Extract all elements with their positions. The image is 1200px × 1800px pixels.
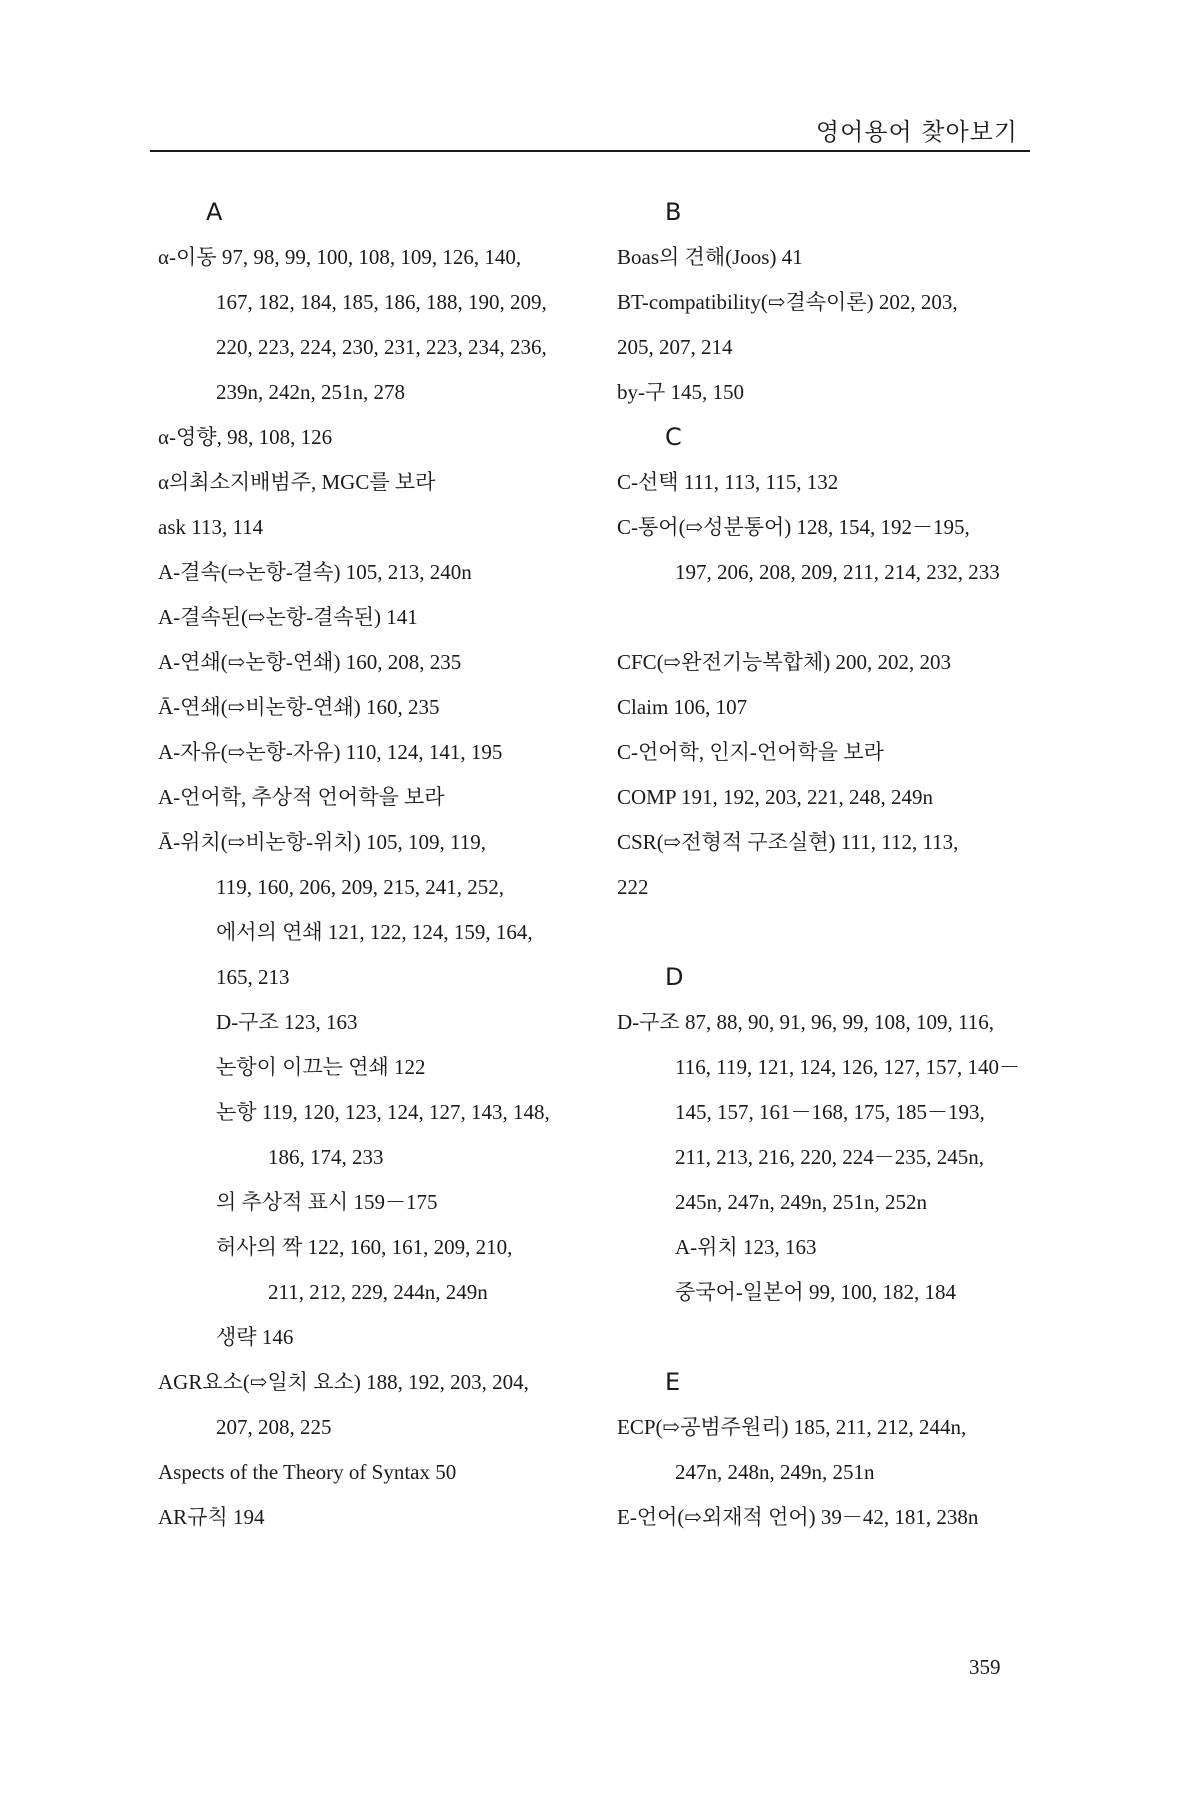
index-entry: 119, 160, 206, 209, 215, 241, 252,	[216, 875, 504, 899]
index-entry: D-구조 123, 163	[216, 1010, 358, 1034]
index-entry: Ā-위치(⇨비논항-위치) 105, 109, 119,	[158, 830, 486, 854]
index-entry: 211, 213, 216, 220, 224－235, 245n,	[675, 1145, 984, 1169]
index-entry: C-선택 111, 113, 115, 132	[617, 470, 839, 494]
index-entry: C-언어학, 인지-언어학을 보라	[617, 740, 884, 764]
index-entry: 논항이 이끄는 연쇄 122	[216, 1055, 426, 1079]
index-entry: A-결속(⇨논항-결속) 105, 213, 240n	[158, 560, 472, 584]
index-entry: AGR요소(⇨일치 요소) 188, 192, 203, 204,	[158, 1370, 529, 1394]
index-entries-b	[617, 235, 1047, 415]
index-entries-e	[617, 1405, 1047, 1540]
index-entry: 에서의 연쇄 121, 122, 124, 159, 164,	[216, 920, 533, 944]
index-entry	[617, 595, 1047, 640]
index-entry: 논항 119, 120, 123, 124, 127, 143, 148,	[216, 1100, 550, 1124]
index-entry: Aspects of the Theory of Syntax 50	[158, 1460, 457, 1484]
index-entry: AR규칙 194	[158, 1505, 265, 1529]
index-entry: C-통어(⇨성분통어) 128, 154, 192－195,	[617, 515, 970, 539]
index-entries-c	[617, 460, 1047, 910]
index-entry: D-구조 87, 88, 90, 91, 96, 99, 108, 109, 116,	[617, 1010, 994, 1034]
header-rule	[150, 150, 1030, 152]
index-entry: ECP(⇨공범주원리) 185, 211, 212, 244n,	[617, 1415, 967, 1439]
index-entry: 167, 182, 184, 185, 186, 188, 190, 209,	[216, 290, 547, 314]
index-entry: A-결속된(⇨논항-결속된) 141	[158, 605, 418, 629]
section-spacer	[617, 910, 1047, 955]
index-entry: 145, 157, 161－168, 175, 185－193,	[675, 1100, 985, 1124]
index-entry: by-구 145, 150	[617, 380, 745, 404]
index-column-right	[617, 190, 1047, 1540]
index-entry: 211, 212, 229, 244n, 249n	[268, 1280, 488, 1304]
index-entry: A-위치 123, 163	[675, 1235, 817, 1259]
index-entry: Ā-연쇄(⇨비논항-연쇄) 160, 235	[158, 695, 440, 719]
index-entry: 197, 206, 208, 209, 211, 214, 232, 233	[675, 560, 1000, 584]
page-number: 359	[969, 1655, 1001, 1679]
index-entry: α-이동 97, 98, 99, 100, 108, 109, 126, 140,	[158, 245, 522, 269]
index-entry: 중국어-일본어 99, 100, 182, 184	[675, 1280, 956, 1304]
index-entry: A-자유(⇨논항-자유) 110, 124, 141, 195	[158, 740, 503, 764]
index-column-left	[158, 190, 598, 1540]
index-entry: 220, 223, 224, 230, 231, 223, 234, 236,	[216, 335, 547, 359]
index-entry: 222	[617, 875, 649, 899]
index-entries-a	[158, 235, 598, 1540]
index-entry: 165, 213	[216, 965, 290, 989]
index-entry: 205, 207, 214	[617, 335, 733, 359]
index-entry: α의최소지배범주, MGC를 보라	[158, 470, 436, 494]
section-letter-d: D	[665, 963, 684, 991]
index-entry: COMP 191, 192, 203, 221, 248, 249n	[617, 785, 933, 809]
index-entry: 허사의 짝 122, 160, 161, 209, 210,	[216, 1235, 513, 1259]
section-letter-c: C	[665, 423, 682, 451]
section-spacer	[617, 1315, 1047, 1360]
index-entry: ask 113, 114	[158, 515, 264, 539]
index-entry: A-언어학, 추상적 언어학을 보라	[158, 785, 445, 809]
index-entry: 의 추상적 표시 159－175	[216, 1190, 438, 1214]
index-entry: 116, 119, 121, 124, 126, 127, 157, 140－	[675, 1055, 1020, 1079]
index-entry: 239n, 242n, 251n, 278	[216, 380, 405, 404]
section-letter-e: E	[665, 1368, 681, 1396]
index-entry: α-영향, 98, 108, 126	[158, 425, 333, 449]
index-entry: A-연쇄(⇨논항-연쇄) 160, 208, 235	[158, 650, 462, 674]
index-entry: Claim 106, 107	[617, 695, 748, 719]
index-entry: E-언어(⇨외재적 언어) 39－42, 181, 238n	[617, 1505, 979, 1529]
index-entry: 186, 174, 233	[268, 1145, 384, 1169]
index-entry: BT-compatibility(⇨결속이론) 202, 203,	[617, 290, 958, 314]
index-entry: 207, 208, 225	[216, 1415, 332, 1439]
index-entry: Boas의 견해(Joos) 41	[617, 245, 803, 269]
running-header: 영어용어 찾아보기	[815, 118, 1018, 146]
section-letter-b: B	[665, 198, 682, 226]
index-entries-d	[617, 1000, 1047, 1315]
section-letter-a: A	[206, 198, 223, 226]
index-entry: 생략 146	[216, 1325, 294, 1349]
index-entry: CSR(⇨전형적 구조실현) 111, 112, 113,	[617, 830, 959, 854]
index-entry: 247n, 248n, 249n, 251n	[675, 1460, 875, 1484]
index-entry: 245n, 247n, 249n, 251n, 252n	[675, 1190, 927, 1214]
index-entry: CFC(⇨완전기능복합체) 200, 202, 203	[617, 650, 952, 674]
